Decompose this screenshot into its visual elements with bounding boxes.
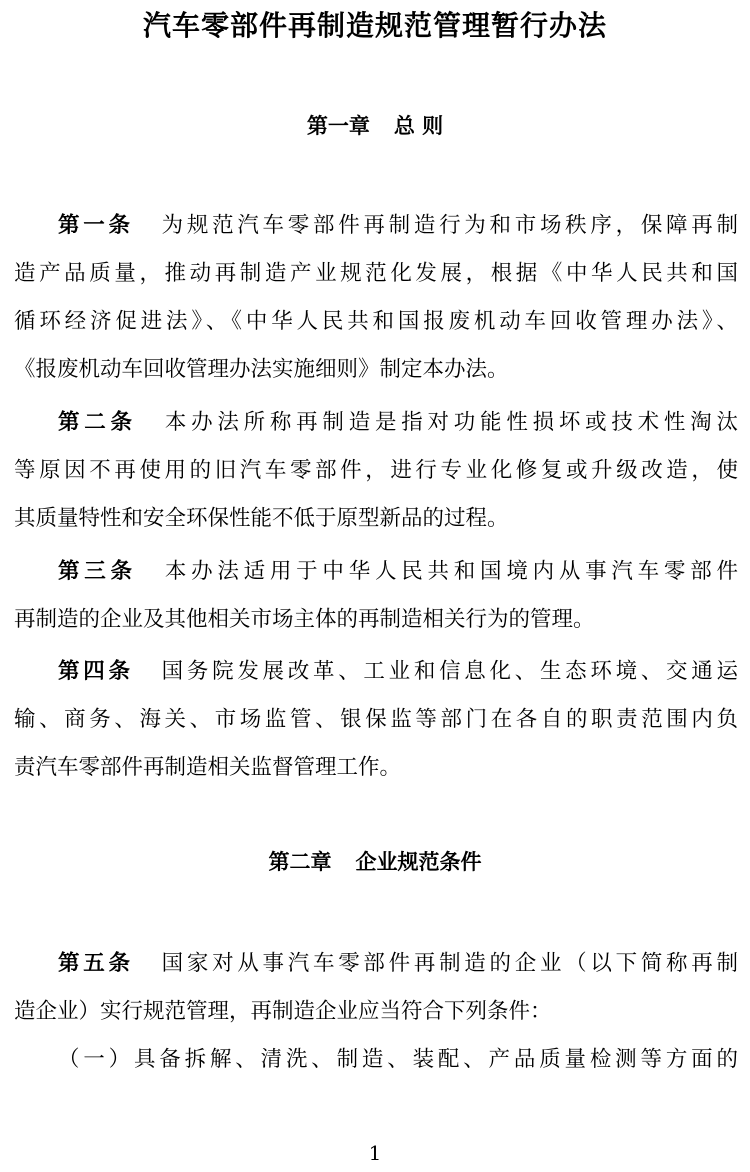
article-3-line-2: 再制造的企业及其他相关市场主体的再制造相关行为的管理。 — [14, 607, 595, 632]
chapter-number: 第一章 — [306, 114, 370, 138]
article-5-line-1 — [58, 944, 738, 984]
article-1-line-4: 《报废机动车回收管理办法实施细则》制定本办法。 — [14, 357, 509, 382]
article-4-line-2: 输、商务、海关、市场监管、银保监等部门在各自的职责范围内负 — [14, 707, 738, 732]
chapter-heading-2 — [0, 846, 750, 878]
article-1-line-1 — [58, 206, 738, 246]
article-label: 第一条 — [58, 213, 134, 238]
article-text: 本办法所称再制造是指对功能性损坏或技术性淘汰 — [164, 410, 738, 435]
article-4-line-3: 责汽车零部件再制造相关监督管理工作。 — [14, 755, 402, 780]
article-label: 第三条 — [58, 559, 137, 584]
article-1-line-2: 造产品质量，推动再制造产业规范化发展，根据《中华人民共和国 — [14, 261, 738, 286]
article-label: 第五条 — [58, 951, 134, 976]
article-4-line-1 — [58, 652, 738, 692]
document-title: 汽车零部件再制造规范管理暂行办法 — [142, 9, 607, 42]
article-text: 国家对从事汽车零部件再制造的企业（以下简称再制 — [161, 951, 738, 976]
page-number: 1 — [368, 1141, 382, 1165]
chapter-number: 第二章 — [268, 850, 332, 874]
article-label: 第二条 — [58, 410, 137, 435]
article-text: 为规范汽车零部件再制造行为和市场秩序，保障再制 — [161, 213, 738, 238]
article-text: 国务院发展改革、工业和信息化、生态环境、交通运 — [161, 659, 738, 684]
article-5-item-1: （一）具备拆解、清洗、制造、装配、产品质量检测等方面的 — [58, 1047, 738, 1072]
chapter-heading-1 — [0, 110, 750, 142]
article-2-line-1 — [58, 403, 738, 443]
article-1-line-3: 循环经济促进法》、《中华人民共和国报废机动车回收管理办法》、 — [14, 309, 738, 334]
chapter-name: 总 则 — [393, 114, 444, 138]
article-3-line-1 — [58, 552, 738, 592]
article-label: 第四条 — [58, 659, 134, 684]
article-5-line-2: 造企业）实行规范管理，再制造企业应当符合下列条件： — [14, 999, 552, 1024]
article-text: 本办法适用于中华人民共和国境内从事汽车零部件 — [164, 559, 738, 584]
chapter-name: 企业规范条件 — [355, 850, 482, 874]
article-2-line-3: 其质量特性和安全环保性能不低于原型新品的过程。 — [14, 506, 509, 531]
article-2-line-2: 等原因不再使用的旧汽车零部件，进行专业化修复或升级改造，使 — [14, 458, 738, 483]
